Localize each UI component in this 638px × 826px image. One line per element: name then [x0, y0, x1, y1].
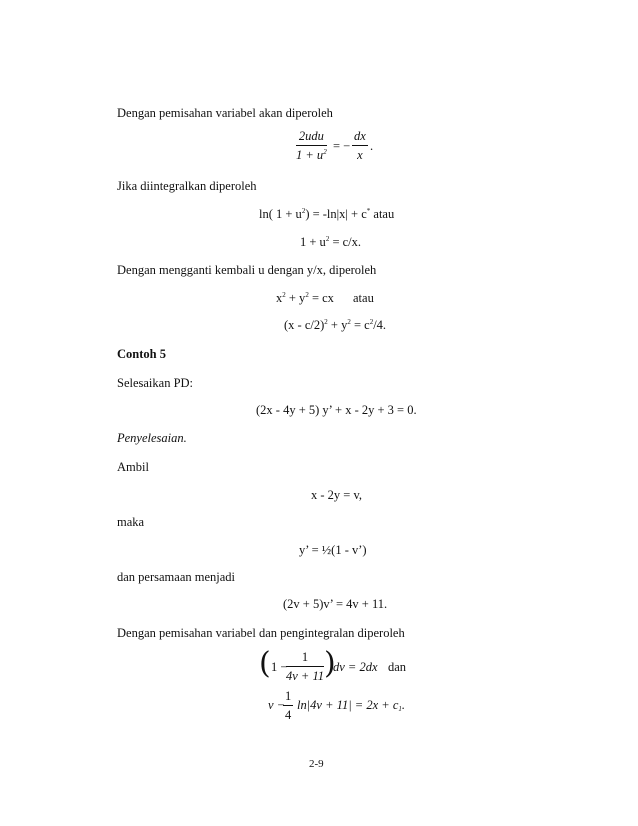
eq10-left-paren: (: [259, 646, 271, 681]
equation-1-period: .: [370, 139, 374, 153]
equation-2: ln( $1 + u^2) = -\ln|x| + c^*$ atau: [259, 207, 395, 221]
eq1-denominator: $1 + u^2$: [296, 147, 327, 162]
eq1-numerator: 2udu: [298, 129, 324, 143]
eq11-denominator: 4: [285, 707, 292, 722]
equation-5: $(x - c/2)^2 + y^2 = c^2/4$.: [284, 318, 387, 332]
eq11-rest: $\ln|4v + 11| = 2x + c_1$.: [297, 698, 405, 713]
eq10-numerator: 1: [301, 650, 309, 664]
paragraph-1: Dengan pemisahan variabel akan diperoleh: [117, 106, 333, 120]
paragraph-8: dan persamaan menjadi: [117, 570, 236, 584]
paragraph-2: Jika diintegralkan diperoleh: [117, 179, 257, 193]
paragraph-7: maka: [117, 515, 145, 529]
equation-4: $x^2 + y^2$ = cx: [276, 291, 334, 305]
eq11-v-minus: v −: [268, 698, 286, 712]
paragraph-5: Penyelesaian.: [117, 431, 187, 445]
paragraph-9: Dengan pemisahan variabel dan pengintegralan diperoleh: [117, 626, 405, 640]
paragraph-4: Selesaikan PD:: [117, 376, 194, 390]
eq10-one-minus: 1 −: [271, 660, 288, 674]
equation-9: (2v + 5)v’ = 4v + 11.: [283, 597, 388, 611]
section-heading: Contoh 5: [117, 347, 166, 361]
eq10-right-paren: ): [324, 646, 336, 681]
page-number: 2-9: [309, 758, 324, 770]
equation-8: y’ = ½(1 - v’): [299, 543, 367, 557]
equation-1-left-fraction: [296, 130, 327, 161]
equation-1-equals: = −: [333, 139, 351, 153]
eq1-right-denominator: x: [357, 147, 363, 162]
equation-4-atau: atau: [353, 291, 374, 305]
eq10-dan: dan: [388, 660, 407, 674]
equation-3: $1 + u^2 = c/x$.: [300, 235, 362, 249]
eq11-numerator: 1: [285, 689, 292, 703]
paragraph-3: Dengan mengganti kembali u dengan y/x, diperoleh: [117, 263, 377, 277]
eq11-fraction: [283, 690, 293, 721]
paragraph-6: Ambil: [117, 460, 149, 474]
equation-1-right-fraction: [352, 130, 368, 161]
equation-7: x - 2y = v,: [311, 488, 363, 502]
eq1-right-numerator: dx: [354, 129, 366, 143]
eq10-fraction: [286, 651, 324, 682]
equation-6: (2x - 4y + 5) y’ + x - 2y + 3 = 0.: [256, 403, 417, 417]
eq10-denominator: 4v + 11: [286, 668, 325, 683]
eq10-rest: dv = 2dx: [333, 660, 378, 674]
